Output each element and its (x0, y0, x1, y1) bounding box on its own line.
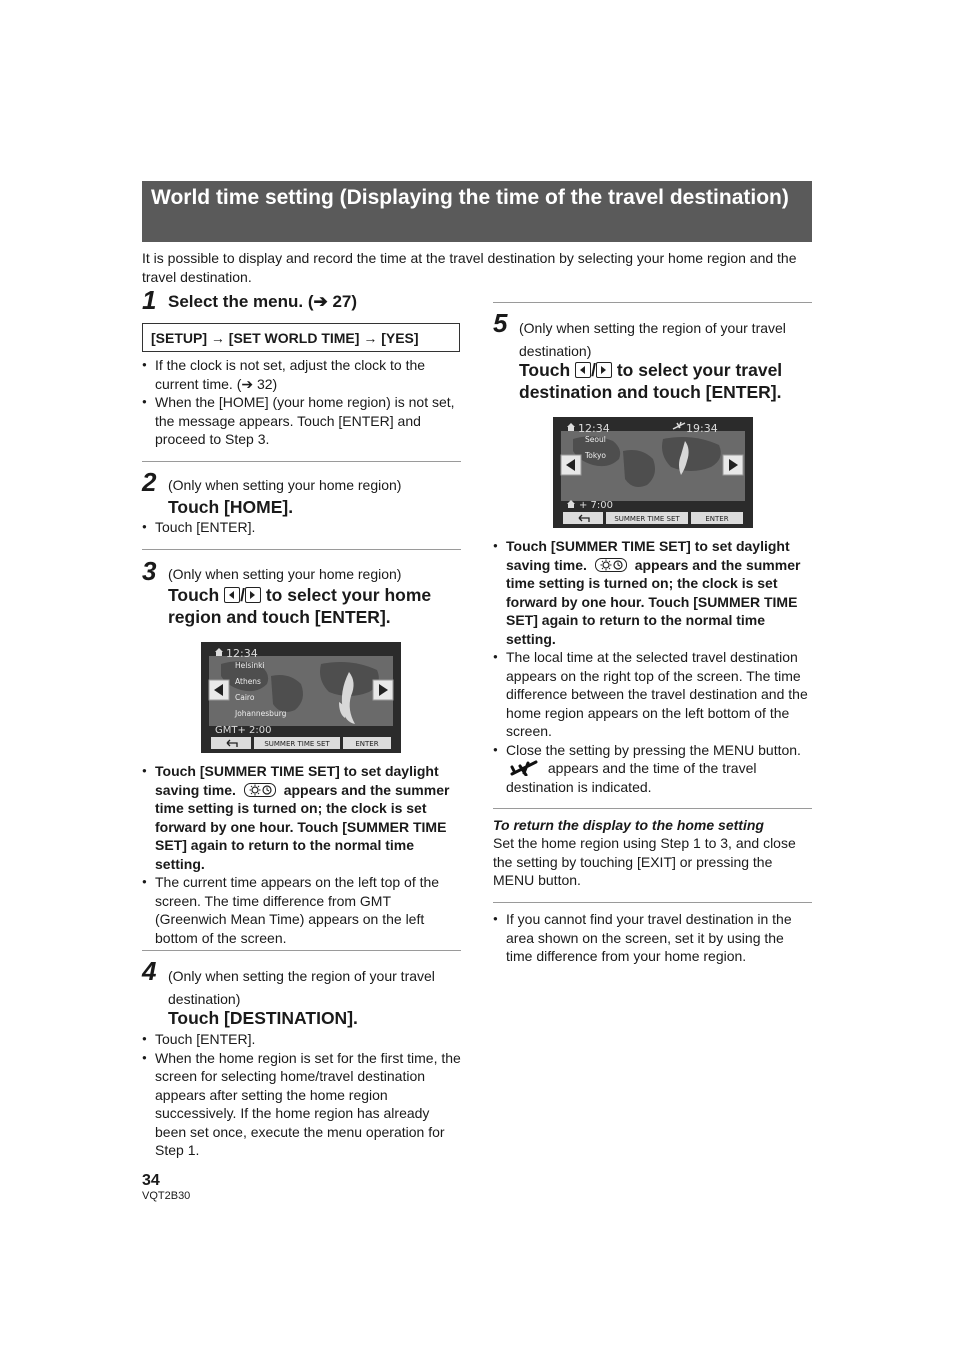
heading-text: / (240, 585, 245, 605)
city-label: Athens (235, 677, 261, 686)
list-item: ● Touch [ENTER]. (142, 518, 462, 537)
tip-notes (493, 910, 813, 966)
svg-text:ENTER: ENTER (705, 515, 729, 523)
summer-time-set-button[interactable] (254, 737, 340, 749)
enter-button[interactable] (691, 512, 743, 524)
page-number: 34 (142, 1172, 160, 1189)
step-2-heading: Touch [HOME]. (168, 497, 294, 517)
step-3-heading (168, 584, 468, 628)
step-4-number: 4 (142, 956, 157, 986)
menu-path-box: [SETUP] → [SET WORLD TIME] → [YES] (142, 323, 460, 352)
step-1-number: 1 (142, 285, 157, 315)
city-label: Cairo (235, 693, 255, 702)
document-code: VQT2B30 (142, 1190, 191, 1202)
note-text: Close the setting by pressing the MENU button. (506, 741, 801, 758)
left-arrow-button[interactable] (561, 455, 581, 475)
summer-time-icon (244, 783, 276, 797)
destination-time: 19:34 (686, 422, 718, 435)
divider (142, 950, 461, 951)
enter-button[interactable] (343, 737, 391, 749)
divider (493, 302, 812, 303)
divider (493, 902, 812, 903)
step-3-notes (142, 762, 462, 947)
heading-text: to select your home region and touch [ENTER]. (168, 585, 432, 627)
return-heading: To return the display to the home setting (493, 817, 764, 833)
destination-screen (553, 417, 753, 528)
list-item (142, 762, 462, 873)
step-5-number: 5 (493, 308, 508, 338)
city-label: Johannesburg (235, 709, 287, 718)
note-text: appears and the summer time setting is turned on; the clock is set forward by one hour. Touch [SUMMER TIME SET] again to return to the normal time setting. (155, 781, 450, 872)
heading-text: to select your travel destination and touch [ENTER]. (519, 360, 783, 402)
return-text: Set the home region using Step 1 to 3, and close the setting by touching [EXIT] or pressing the MENU button. (493, 835, 796, 888)
list-item: ● When the [HOME] (your home region) is not set, the message appears. Touch [ENTER] and proceed to Step 3. (142, 393, 462, 449)
step-4-condition: (Only when setting the region of your travel destination) (168, 968, 435, 1007)
step-1-notes (142, 356, 462, 449)
left-arrow-icon (224, 587, 240, 603)
divider (142, 549, 461, 550)
svg-text:ENTER: ENTER (355, 740, 379, 748)
step-5-heading (519, 359, 819, 403)
step-3-number: 3 (142, 556, 157, 586)
summer-time-icon (595, 558, 627, 572)
step-2-notes (142, 518, 462, 537)
intro-text: It is possible to display and record the time at the travel destination by selecting your home region and the travel destination. (142, 250, 797, 285)
list-item (493, 741, 813, 797)
city-label: Seoul (585, 435, 606, 444)
heading-text: Touch (519, 360, 571, 380)
step-5-condition: (Only when setting the region of your travel destination) (519, 320, 786, 359)
step-4-heading: Touch [DESTINATION]. (168, 1008, 358, 1028)
divider (142, 461, 461, 462)
list-item (493, 537, 813, 648)
home-region-screen (201, 642, 401, 753)
right-arrow-button[interactable] (723, 455, 743, 475)
right-arrow-icon (245, 587, 261, 603)
note-text: Touch [SUMMER TIME SET] to set daylight saving time. (506, 538, 790, 573)
svg-text:SUMMER TIME SET: SUMMER TIME SET (264, 740, 330, 748)
note-text: appears and the time of the travel destination is indicated. (506, 760, 757, 795)
airplane-icon (510, 760, 540, 776)
city-label: Helsinki (235, 661, 265, 670)
section-title-banner (142, 181, 812, 242)
list-item: ● The current time appears on the left top of the screen. The time difference from GMT (Greenwich Mean Time) appears on the left bottom of the screen. (142, 873, 462, 947)
back-button[interactable] (211, 737, 251, 749)
list-item: ● When the home region is set for the first time, the screen for selecting home/travel destination appears after setting the home region successively. If the home region has already been set once, execute the menu operation for Step 1. (142, 1049, 462, 1160)
time-difference: + 7:00 (579, 500, 614, 511)
gmt-offset: GMT+ 2:00 (215, 725, 272, 736)
right-arrow-button[interactable] (373, 680, 393, 700)
right-arrow-icon (596, 362, 612, 378)
section-title: World time setting (Displaying the time of the travel destination) (151, 186, 789, 209)
home-time: 12:34 (226, 647, 258, 660)
step-2-number: 2 (142, 467, 157, 497)
step-2-condition: (Only when setting your home region) (168, 477, 402, 493)
step-1-heading: Select the menu. (➔ 27) (168, 292, 358, 311)
left-arrow-icon (575, 362, 591, 378)
step-4-notes (142, 1030, 462, 1160)
home-time: 12:34 (578, 422, 610, 435)
heading-text: / (591, 360, 596, 380)
list-item: ● If you cannot find your travel destination in the area shown on the screen, set it by using the time difference from your home region. (493, 910, 813, 966)
list-item: ● The local time at the selected travel destination appears on the right top of the screen. The time difference between the travel destination and the home region appears on the left bottom of the screen. (493, 648, 813, 741)
city-label: Tokyo (585, 451, 606, 460)
heading-text: Touch (168, 585, 220, 605)
step-3-condition: (Only when setting your home region) (168, 566, 402, 582)
note-text: appears and the summer time setting is turned on; the clock is set forward by one hour. Touch [SUMMER TIME SET] again to return to the normal time setting. (506, 556, 801, 647)
svg-text:SUMMER TIME SET: SUMMER TIME SET (614, 515, 680, 523)
divider (493, 808, 812, 809)
back-button[interactable] (563, 512, 603, 524)
note-text: Touch [SUMMER TIME SET] to set daylight saving time. (155, 763, 439, 798)
step-5-notes (493, 537, 813, 796)
list-item: ● If the clock is not set, adjust the clock to the current time. (➔ 32) (142, 356, 462, 393)
left-arrow-button[interactable] (209, 680, 229, 700)
summer-time-set-button[interactable] (606, 512, 688, 524)
list-item: ● Touch [ENTER]. (142, 1030, 462, 1049)
